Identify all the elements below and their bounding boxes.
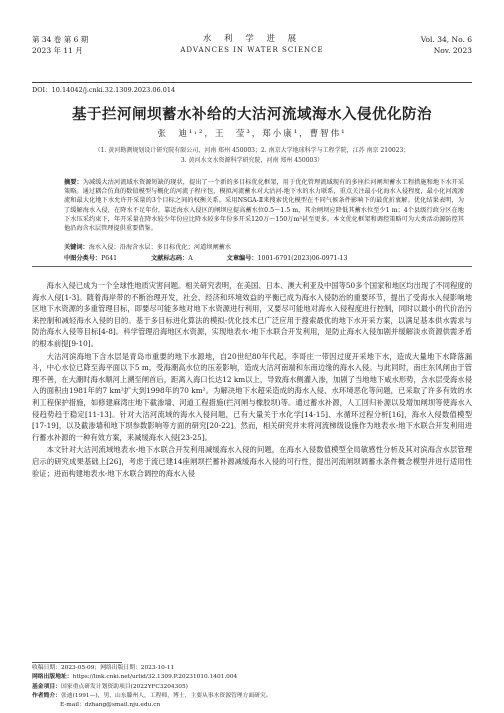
affiliations (40, 146, 464, 166)
author-bio: 张迪(1991—)，男，山东滕州人，工程师，博士，主要从事水资源管理方面研究。 (61, 692, 272, 699)
affiliation-line: 3. 黄河水文水资源科学研究院，河南 郑州 450003） (180, 157, 324, 164)
doc-code: A (188, 255, 193, 262)
doi: DOI：10.14042/j.cnki.32.1309.2023.06.014 (32, 86, 176, 94)
body-paragraph: 本文针对大沽河流域地表水-地下水联合开发利用减缓海水入侵的问题，在海水入侵数值模型全局敏感性分析及其对滨海含水层管理启示的研究成果基础上[26]，考虑于流已建14座闸坝拦蓄补源减缓海水入侵的可行性，提出河流闸坝调蓄水条件概念模型并进行适用性验证；进而构建地表水-地下水联合调控的海水入侵 (32, 445, 472, 478)
journal-name-en: ADVANCES IN WATER SCIENCE (180, 46, 324, 54)
body-paragraph: 大沽河滨海地下含水层是青岛市重要的地下水源地，自20世纪80年代起，李哥庄一带因过度开采地下水，造成大量地下水降落漏斗，中心水位已降至海平面以下5 m，受海潮高水位的压差影响，造成大沽河南端和东南边缘的海水入侵。与此同时，南庄东风闸由于管理不善，在大潮时海水顺河上溯至闸首后，距离入海口长达12 km以上，导致海水侧灌入渗，加剧了当地地下咸水形势，含水层受海水侵入的面积由1981年的7 km²扩大到1998年的70 km²。为解决地下水超采造成的海水入侵、水环境恶化等问题，已采取了许多有效的水利工程保护措施，如修建麻湾庄地下截渗墙、河道工程措施(拦河闸与橡胶坝)等。通过蓄水补源，人工回归补源以及增加闸坝等使海水入侵趋势趋于稳定[11-13]。针对大沽河流域的海水入侵问题，已有大量关于水化学[14-15]、水循环过程分析[16]，海水入侵数值模型[17-19]，以及截渗墙和地下坝参数影响等方面的研究[20-22]。然而，相关研究并未将河流梯级设施作为地表水-地下水联合开发利用进行蓄水补源的一种有效方案，来减缓海水入侵[23-25]。 (32, 351, 472, 442)
header-rule (32, 82, 472, 83)
body-text (32, 280, 472, 480)
author-list: 张 迪¹˒²，王 莹³，郑小康¹，曹智伟¹ (157, 129, 347, 139)
keywords-text: 海水入侵；沿海含水层；多目标优化；河道坝闸蓄水 (88, 244, 232, 251)
volume-issue: 第 34 卷 第 6 期 (32, 35, 89, 44)
volume-issue-en: Vol. 34, No. 6 (420, 35, 472, 44)
footnotes (32, 664, 472, 710)
clc-label: 中图分类号： (64, 255, 102, 262)
journal-name-cn: 水 利 学 进 展 (202, 34, 302, 44)
keywords-label: 关键词： (64, 244, 89, 251)
author-email[interactable]: E-mail：dzhang@smail.nju.edu.cn (60, 702, 161, 709)
issue-date-en: Nov. 2023 (433, 46, 472, 55)
clc-code: P641 (101, 255, 118, 262)
paper-title: 基于拦河闸坝蓄水补给的大沽河流域海水入侵优化防治 (72, 106, 432, 123)
received-date: 收稿日期：2023-05-09；网络出版日期：2023-10-11 (32, 665, 175, 671)
article-number: 1001-6791(2023)06-0971-13 (257, 255, 348, 262)
abstract (64, 178, 464, 241)
footnote-rule (32, 662, 122, 663)
abstract-label: 摘要： (64, 179, 83, 186)
doc-label: 文献标志码： (151, 255, 189, 262)
article-label: 文章编号： (226, 255, 258, 262)
fund-text: 国家重点研发计划资助项目(2022YFC3204305) (61, 683, 188, 690)
online-address[interactable]: https://link.cnki.net/urlid/32.1309.P.20231010.1401.004 (72, 674, 238, 681)
running-header (32, 34, 472, 62)
issue-date: 2023 年 11 月 (32, 46, 83, 55)
classification (64, 254, 464, 263)
abstract-rule (32, 266, 472, 267)
keywords (64, 243, 464, 252)
header-right (421, 34, 472, 56)
online-label: 网络出版地址： (32, 674, 73, 681)
header-journal (32, 34, 472, 56)
affiliation-line: （1. 黄河勘测规划设计研究院有限公司，河南 郑州 450003；2. 南京大学地球科学与工程学院，江苏 南京 210023； (94, 147, 410, 154)
abstract-text: 为减缓大沽河流域水资源短缺的现状，提出了一个新的多目标优化框架，用于优化管理流域现有的多座拦河闸坝蓄水工程措施和地下水开采策略。通过耦合仿真的数值模型与概化的河流子程序包，模拟河流蓄水对大沽河-地下水的水力联系，重点关注最小化海水入侵程度，最小化河流渗流和最大化地下水允许开采量的3个目标之间的权衡关系。采用NSGA-Ⅱ来搜索优化模型在不同气候条件影响下的最优折衷解。优化结果表明，为了缓解海水入侵，在降水不足年份，靠近海水入侵区的闸坝应提高蓄水位0.5～1.5 m，其余闸坝应降低其蓄水位至少1 m；4个县级行政分区在地下水压采约束下，年开采量在降水较少年份应比降水较多年份多开采120万～150万m³甚至更多。本文优化框架和调控策略可为大类活动源防控其他沿海含水层管理提供重要借鉴。 (64, 179, 465, 233)
body-paragraph: 海水入侵已成为一个全球性地质灾害问题。相关研究表明，在美国、日本、澳大利亚及中国等50多个国家和地区均出现了不同程度的海水入侵[1-3]。随着海岸带的不断治理开发，社会、经济和环境效益的平衡已成为海水入侵防治的重要环节，提出了受海水入侵影响地区地下水资源的多重管理目标，即要尽可能多地对地下水资源进行利用，又要尽可能地对海水入侵程度进行控制，同时以最小的代价治污来控制和减轻海水入侵的目的。基于多目标进化算法的模拟-优化技术已广泛应用于搜索最优的地下水开采方案，以满足基本供水需求与防治海水入侵等目标[4-8]。科学管理沿海地区水资源，实现地表水-地下水联合开发利用，是防止海水入侵加剧并缓解淡水资源供需矛盾的根本前提[9-10]。 (32, 281, 472, 348)
author-bio-label: 作者简介： (32, 692, 61, 699)
fund-label: 基金项目： (32, 683, 61, 690)
